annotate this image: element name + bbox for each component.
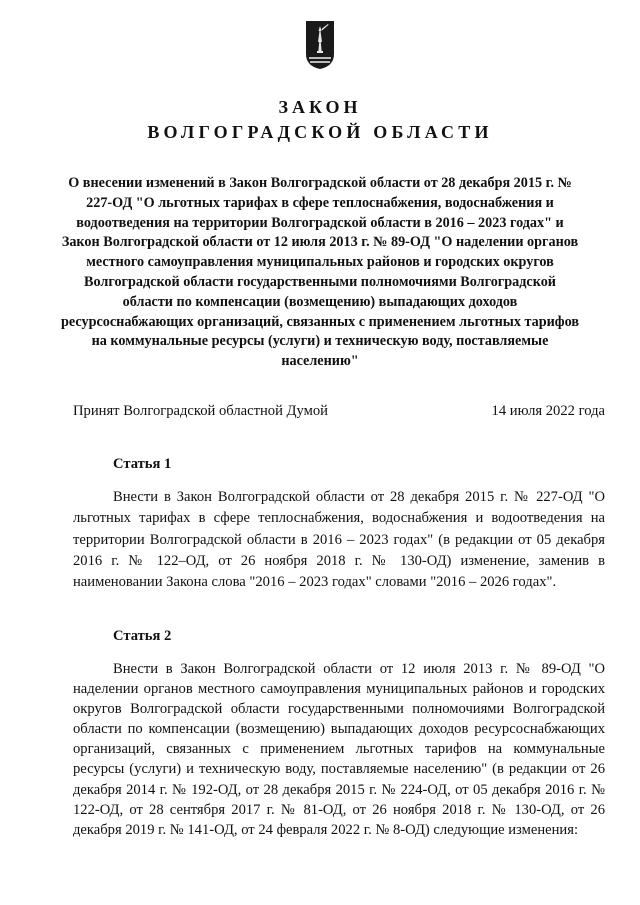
adopted-by: Принят Волгоградской областной Думой (73, 403, 328, 419)
law-subject: О внесении изменений в Закон Волгоградской области от 28 декабря 2015 г. № 227-ОД "О льготных тарифах в сфере теплоснабжения, водоснабжения и водоотведения на территории Волгоградской области в 2016 – 2023 годах" и Закон Волгоградской области от 12 июля 2013 г. № 89-ОД "О наделении органов местного самоуправления муниципальных районов и городских округов Волгоградской области государственными полномочиями Волгоградской области по компенсации (возмещению) выпадающих доходов ресурсоснабжающих организаций, связанных с применением льготных тарифов на коммунальные ресурсы (услуги) и техническую воду, поставляемые населению" (61, 175, 579, 370)
adoption-date: 14 июля 2022 года (491, 403, 605, 419)
law-title: ЗАКОН (278, 97, 362, 117)
article-1-text: Внести в Закон Волгоградской области от 28 декабря 2015 г. № 227-ОД "О льготных тарифах в сфере теплоснабжения, водоснабжения и водоотведения на территории Волгоградской области в 2016 – 2023 годах" (в редакции от 05 декабря 2016 г. № 122–ОД, от 26 ноября 2018 г. № 130-ОД) изменение, заменив в наименовании Закона слова "2016 – 2023 годах" словами "2016 – 2026 годах". (73, 489, 605, 591)
law-region-title: ВОЛГОГРАДСКОЙ ОБЛАСТИ (147, 122, 493, 142)
article-2-heading: Статья 2 (113, 628, 172, 644)
article-2-text: Внести в Закон Волгоградской области от 12 июля 2013 г. № 89-ОД "О наделении органов местного самоуправления муниципальных районов и городских округов Волгоградской области государственными полномочиями Волгоградской области по компенсации (возмещению) выпадающих доходов ресурсоснабжающих организаций, связанных с применением льготных тарифов на коммунальные ресурсы (услуги) и техническую воду, поставляемые населению" (в редакции от 26 декабря 2014 г. № 192-ОД, от 28 декабря 2015 г. № 224-ОД, от 05 декабря 2016 г. № 122-ОД, от 28 сентября 2017 г. № 81-ОД, от 26 ноября 2018 г. № 130-ОД, от 26 декабря 2019 г. № 141-ОД, от 24 февраля 2022 г. № 8-ОД) следующие изменения: (73, 661, 605, 838)
adoption-line (73, 402, 605, 420)
article-1-heading: Статья 1 (113, 456, 172, 472)
coat-of-arms-icon (305, 20, 335, 70)
